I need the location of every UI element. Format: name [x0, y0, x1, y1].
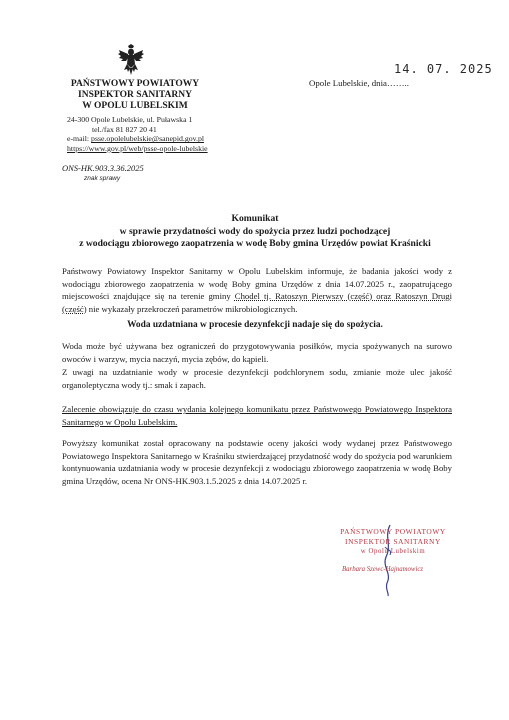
institution-line: INSPEKTOR SANITARNY: [78, 90, 192, 100]
place-date: Opole Lubelskie, dnia……..: [309, 78, 409, 88]
paragraph-usage: Woda może być używana bez ograniczeń do przygotowywania posiłków, mycia spożywanych na surowo owoców i warzyw, mycia naczyń, mycia zębów, do kąpieli.: [62, 341, 452, 364]
stamp-line: INSPEKTOR SANITARNY: [345, 537, 441, 547]
paragraph-test-results: [62, 265, 452, 315]
title-line: z wodociągu zbiorowego zaopatrzenia w wodę Boby gmina Urzędów powiat Kraśnicki: [79, 238, 431, 250]
case-number: ONS-HK.903.3.36.2025: [62, 163, 144, 173]
fitness-headline: Woda uzdatniana w procesie dezynfekcji nadaje się do spożycia.: [127, 320, 383, 330]
email-line: [67, 134, 208, 144]
address: 24-300 Opole Lubelskie, ul. Puławska 1: [67, 115, 193, 124]
polish-eagle-emblem: [117, 44, 145, 76]
contact-block: [67, 115, 208, 153]
title-line: w sprawie przydatności wody do spożycia przez ludzi pochodzącej: [119, 225, 391, 237]
email-label: e-mail:: [67, 134, 90, 144]
signatory-name: Barbara Szewc-Hajnamowicz: [342, 566, 423, 573]
paragraph-validity: Zalecenie obowiązuje do czasu wydania kolejnego komunikatu przez Państwowego Powiatowego Inspektora Sanitarnego w Opolu Lubelskim.: [62, 404, 452, 427]
institution-name: [60, 79, 210, 112]
stamp-line: w Opolu Lubelskim: [360, 548, 426, 556]
stamp-line: PAŃSTWOWY POWIATOWY: [340, 527, 446, 536]
website-link[interactable]: https://www.gov.pl/web/psse-opole-lubelskie: [67, 143, 208, 153]
p1-text: Państwowy Powiatowy Inspektor Sanitarny w Opolu Lubelskim informuje, że badania jakości wody z wodociągu zbiorowego zaopatrzenia w wodę Boby gmina Urzędów z dnia 14.07.2025 r., zaopatrującego miejscowości znajdujące się na terenie gminy: [62, 266, 452, 301]
title-line: Komunikat: [231, 213, 279, 224]
phone: tel./fax 81 827 20 41: [92, 124, 157, 134]
email-link[interactable]: psse.opolelubelskie@sanepid.gov.pl: [91, 134, 205, 144]
paragraph-basis: Powyższy komunikat został opracowany na podstawie oceny jakości wody wydanej przez Państwowego Powiatowego Inspektora Sanitarnego w Kraśniku stwierdzającej przydatność wody do spożycia pod warunkiem kontynuowania uzdatniania wody w procesie dezynfekcji z wodociągu zbiorowego zaopatrzenia w wodę Boby gmina Urzędów, ocena Nr ONS-HK.903.1.5.2025 z dnia 14.07.2025 r.: [62, 438, 452, 486]
official-stamp: [328, 527, 458, 558]
case-label: znak sprawy: [84, 175, 121, 182]
communique-title: [20, 213, 490, 251]
institution-line: W OPOLU LUBELSKIM: [82, 101, 188, 111]
p1-text-end: nie wykazały przekroczeń parametrów mikrobiologicznych.: [86, 303, 298, 314]
p1-localities: Chodel tj. Ratoszyn Pierwszy (część) oraz Ratoszyn Drugi (część): [62, 291, 452, 314]
paragraph-disinfection: Z uwagi na uzdatnianie wody w procesie dezynfekcji podchlorynem sodu, zmianie może ulec jakość organoleptyczna wody tj.: smak i zapach.: [62, 367, 452, 390]
date-stamp: 14. 07. 2025: [394, 62, 493, 76]
institution-line: PAŃSTWOWY POWIATOWY: [70, 79, 200, 89]
